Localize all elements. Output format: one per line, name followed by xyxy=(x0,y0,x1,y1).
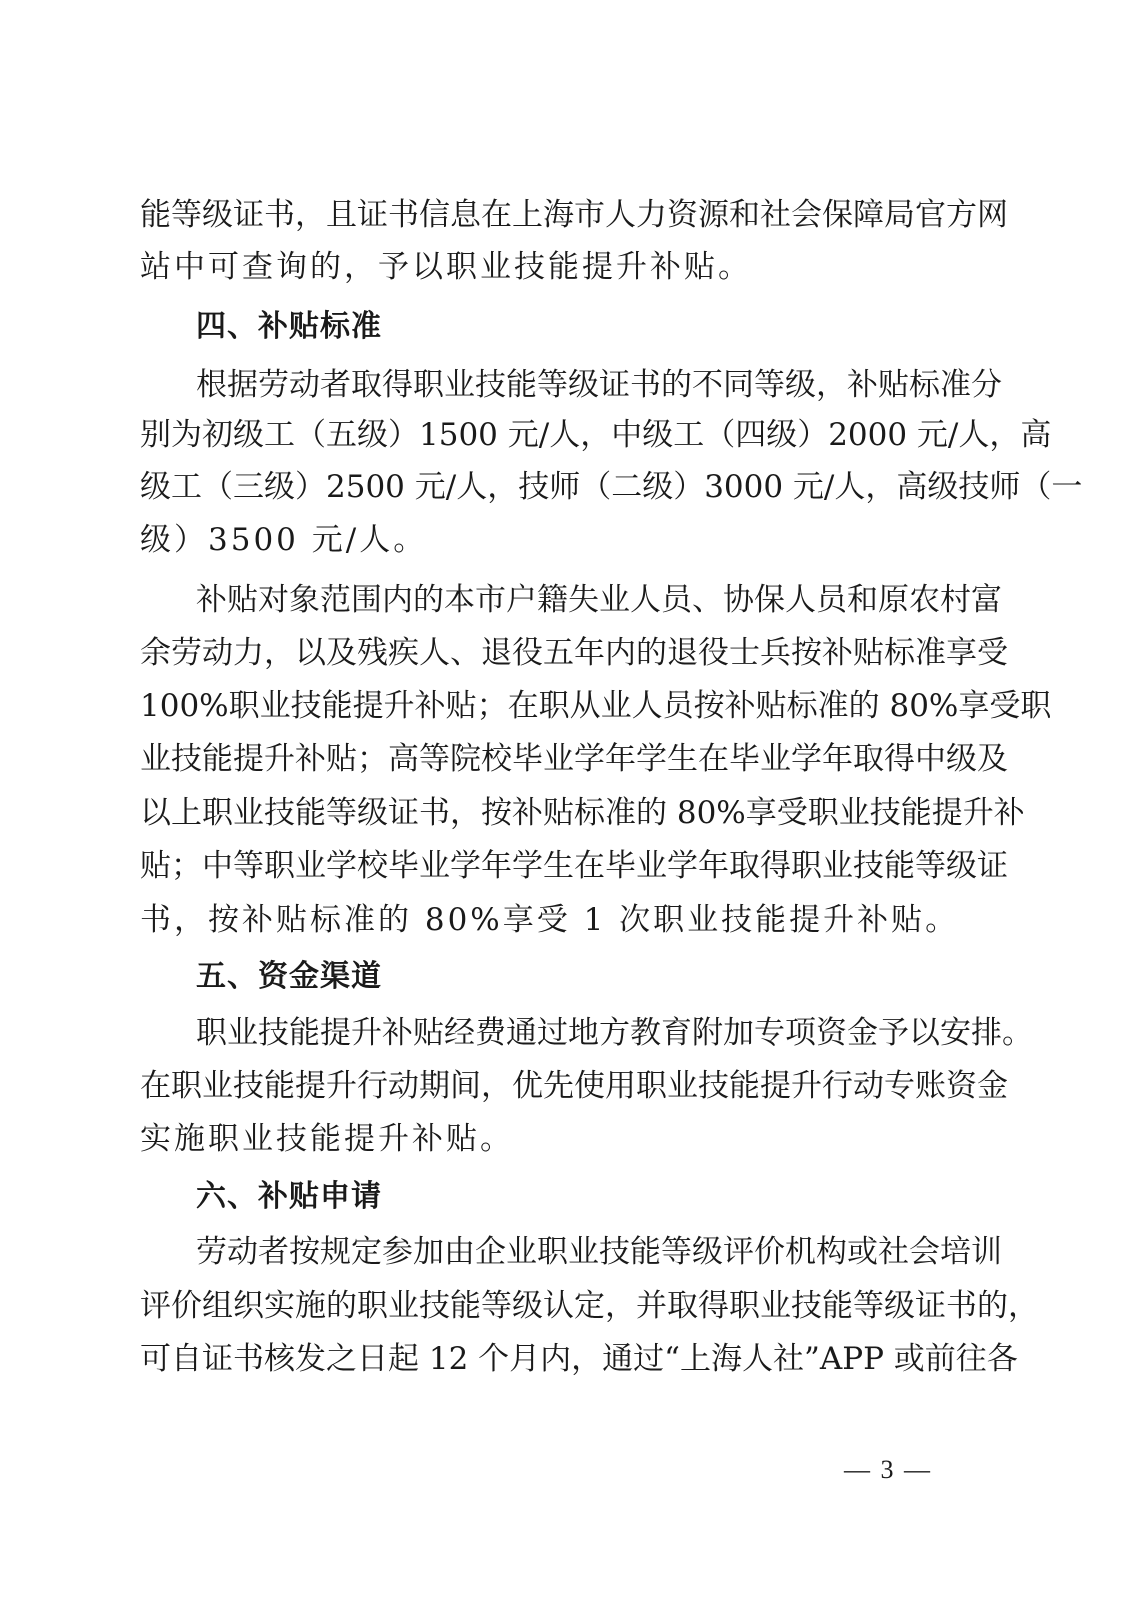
paragraph-line: 根据劳动者取得职业技能等级证书的不同等级，补贴标准分 xyxy=(196,367,1002,403)
paragraph-line: 在职业技能提升行动期间，优先使用职业技能提升行动专账资金 xyxy=(140,1068,1008,1104)
paragraph-line: 级）3500 元/人。 xyxy=(140,522,428,558)
paragraph-line: 实施职业技能提升补贴。 xyxy=(140,1121,514,1157)
page-number: — 3 — xyxy=(844,1455,932,1484)
paragraph-line: 业技能提升补贴；高等院校毕业学年学生在毕业学年取得中级及 xyxy=(140,741,1008,777)
paragraph-line: 以上职业技能等级证书，按补贴标准的 80%享受职业技能提升补 xyxy=(140,795,1025,831)
paragraph-line: 站中可查询的，予以职业技能提升补贴。 xyxy=(140,249,752,285)
paragraph-line: 余劳动力，以及残疾人、退役五年内的退役士兵按补贴标准享受 xyxy=(140,635,1008,671)
section-heading-funding-channel: 五、资金渠道 xyxy=(196,959,382,994)
paragraph-line: 劳动者按规定参加由企业职业技能等级评价机构或社会培训 xyxy=(196,1234,1002,1270)
paragraph-line: 级工（三级）2500 元/人，技师（二级）3000 元/人，高级技师（一 xyxy=(140,469,1083,505)
paragraph-line: 评价组织实施的职业技能等级认定，并取得职业技能等级证书的， xyxy=(140,1288,1039,1324)
paragraph-line: 别为初级工（五级）1500 元/人，中级工（四级）2000 元/人，高 xyxy=(140,417,1052,453)
section-heading-subsidy-standard: 四、补贴标准 xyxy=(196,309,382,344)
paragraph-line: 职业技能提升补贴经费通过地方教育附加专项资金予以安排。 xyxy=(196,1015,1033,1051)
paragraph-line: 贴；中等职业学校毕业学年学生在毕业学年取得职业技能等级证 xyxy=(140,848,1008,884)
paragraph-line: 100%职业技能提升补贴；在职从业人员按补贴标准的 80%享受职 xyxy=(140,688,1052,724)
paragraph-line: 能等级证书，且证书信息在上海市人力资源和社会保障局官方网 xyxy=(140,197,1008,233)
paragraph-line: 书，按补贴标准的 80%享受 1 次职业技能提升补贴。 xyxy=(140,902,960,938)
paragraph-line: 补贴对象范围内的本市户籍失业人员、协保人员和原农村富 xyxy=(196,582,1002,618)
section-heading-subsidy-application: 六、补贴申请 xyxy=(196,1179,382,1214)
paragraph-line: 可自证书核发之日起 12 个月内，通过“上海人社”APP 或前往各 xyxy=(140,1341,1018,1377)
